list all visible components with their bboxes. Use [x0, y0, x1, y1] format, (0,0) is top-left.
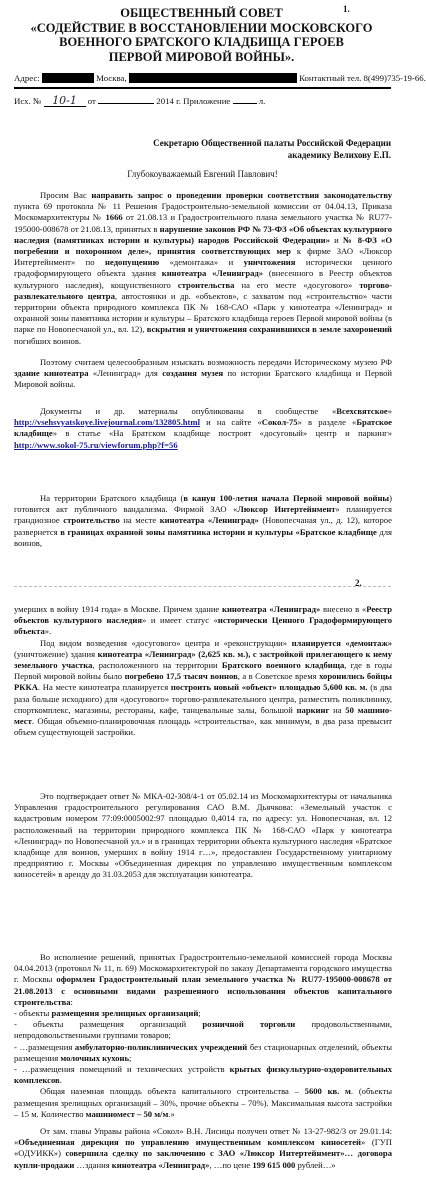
date-blank: [98, 95, 154, 104]
title-line: ВОЕННОГО БРАТСКОГО КЛАДБИЩА ГЕРОЕВ: [59, 35, 344, 49]
page-break: [14, 586, 391, 587]
page-number: 1.: [343, 4, 350, 14]
body-paragraph: Поэтому считаем целесообразным изыскать возможность передачи Историческому музею РФ здание кинотеатра «Ленинград» для создания музея по истории Братского кладбища и Первой Мировой войны.: [14, 357, 393, 390]
outgoing-reference: Исх. № 10-1 от 2014 г. Приложение л.: [14, 94, 266, 107]
livejournal-link[interactable]: http://vsehsvyatskoye.livejournal.com/132805.html: [14, 417, 200, 428]
redaction-block: [42, 73, 94, 83]
address-label: Адрес:: [14, 72, 40, 83]
sheets-blank: [233, 95, 257, 104]
document-title: [14, 6, 389, 64]
body-paragraph: умерших в войну 1914 года» в Москве. Причем здание кинотеатра «Ленинград» внесено в «Реестр объектов культурного наследия» и имеет статус «исторически Ценного Градоформирующего объекта». Под видом возведения «досугового» центра и «реконструкции» планируется «демонтаж» (уничтожение) здания кинотеатра «Ленинград» (2,625 кв. м.), с застройкой прилегающего к нему земельного участка, расположенного на территории Братского военного кладбища, где в годы Первой мировой войны было погребено 17,5 тысяч воинов, а в Советское время хоронились бойцы РККА. На месте кинотеатра планируется построить новый «объект» площадью 5,600 кв. м. (в два раза больше исходного) для «досугового» торгово-развлекательного центра, разместить поликлинику, спорткомплекс, магазины, рестораны, кафе, танцевальные залы, большой паркинг на 50 машино-мест. Общая объемно-планировочная площадь «строительства», как минимум, в два раза превысит объем существующей застройки.: [14, 604, 393, 738]
address-line: [14, 70, 426, 84]
contact-phone: Контактный тел. 8(499)735-19-66.: [299, 72, 426, 83]
sokol-forum-link[interactable]: http://www.sokol-75.ru/viewforum.php?f=56: [14, 439, 178, 450]
title-line: «СОДЕЙСТВИЕ В ВОССТАНОВЛЕНИИ МОСКОВСКОГО: [30, 20, 373, 35]
body-paragraph: Документы и др. материалы опубликованы в сообществе «Всехсвятское» http://vsehsvyatskoye.livejournal.com/132805.html и на сайте «Сокол-75» в разделе «Братское кладбище» в статье «На Братском кладбище построят «досуговый» центр и паркинг» http://www.sokol-75.ru/viewforum.php?f=56: [14, 406, 392, 450]
title-line: ПЕРВОЙ МИРОВОЙ ВОЙНЫ».: [108, 49, 295, 64]
body-paragraph: Просим Вас направить запрос о проведении проверки соответствия законодательству пункта 69 протокола № 11 Решения Градостроительно-земельной комиссии от 04.04.13, Приказа Москомархитектуры № 1666 от 21.08.13 и Градостроительного плана земельного участка № RU77-195000-008678 от 21.08.13, принятых в нарушение законов РФ № 73-ФЗ «Об объектах культурного наследия (памятниках истории и культуры) народов Российской Федерации» и № 8-ФЗ «О погребении и похоронном деле», принятия соответствующих мер к фирме ЗАО «Люксор Интертейнмент» по недопущению «демонтажа» и уничтожения исторически ценного градоформирующего объекта здания кинотеатра «Ленинград» (внесенного в Реестр объектов культурного наследия), кощунственного строительства на его месте «досугового» торгово-развлекательного центра, автостоянки и др. «объектов», с захватом под «строительство» части территории объекта природного комплекса ПК № 168-САО «Парк у кинотеатра «Ленинград» и охранной зоны памятника истории и культуры – Братского кладбища героев Первой мировой войны (в парке по Новопесчаной ул., вл. 12), вскрытия и уничтожения сохранившихся в земле захоронений погибших воинов.: [14, 190, 393, 346]
title-line: ОБЩЕСТВЕННЫЙ СОВЕТ: [120, 6, 283, 20]
body-paragraph: Это подтверждает ответ № МКА-02-308/4-1 от 05.02.14 из Москомархитектуры от начальника Управления градостроительного регулирования САО В.М. Дьячкова: «Земельный участок с кадастровым номером 77:09:0005002:97 площадью 0,4014 га, по адресу: ул. Новопесчаная, вл. 12 расположенный на территории природного комплекса ПК № 168-САО «Парк у кинотеатра «Ленинград» по Новопесчаной ул.» и в границах территории объекта культурного наследия «Братское кладбище для воинов, умерших в войну 1914 г…», предоставлен Государственному унитарному предприятию г. Москвы «Объединенная дирекция по управлению имущественным комплексом киносетей» в аренду до 31.03.2053 для эксплуатации кинотеатра.: [14, 791, 392, 880]
body-paragraph: На территории Братского кладбища (в канун 100-летия начала Первой мировой войны) готовится акт публичного вандализма. Фирмой ЗАО «Люксор Интертейнмент» планируется грандиозное строительство на месте кинотеатра «Ленинград» (Новопесчаная ул., д. 12), которое развернется в границах охранной зоны памятника истории и культуры «Братское кладбище для воинов,: [14, 493, 392, 548]
header-rule: [14, 87, 391, 89]
addressee: Секретарю Общественной палаты Российской Федерации академику Велихову Е.П.: [153, 138, 391, 160]
page-number: 2.: [355, 578, 362, 588]
body-paragraph: От зам. главы Управы района «Сокол» В.Н. Лисицы получен ответ № 13-27-982/3 от 29.01.14: «Объединенная дирекция по управлению имущественным комплексом киносетей» (ГУП «ОДУИКК») совершила сделку по заключению с ЗАО «Люксор Интертейнмент»… договора купли-продажи …здания кинотеатра «Ленинград», …по цене 199 615 000 рублей…»: [14, 1126, 392, 1170]
redaction-block: [129, 73, 297, 83]
body-paragraph: Во исполнение решений, принятых Градостроительно-земельной комиссией города Москвы 04.04.2013 (протокол № 11, п. 69) Москомархитектурой по заказу Департамента городского имущества г. Москвы оформлен Градостроительный план земельного участка № RU77-195000-008678 от 21.08.2013 с основными видами разрешенного использования объектов капитального строительства: - объекты размещения зрелищных организаций; - объекты размещения организаций розничной торговли продовольственными, непродовольственными группами товаров; - …размещения амбулаторно-поликлинических учреждений без стационарных отделений, объекты размещения молочных кухонь; - …размещения помещений и технических устройств крытых физкультурно-оздоровительных комплексов. Общая наземная площадь объекта капитального строительства – 5600 кв. м. (объекты размещения зрелищных организаций – 30%, прочие объекты – 70%). Максимальная высота застройки – 15 м. Количество машиномест – 50 м/м.»: [14, 952, 393, 1119]
address-city: Москва,: [96, 72, 127, 83]
salutation: Глубокоуважаемый Евгений Павлович!: [127, 169, 278, 179]
handwritten-ref-number: 10-1: [44, 96, 86, 107]
